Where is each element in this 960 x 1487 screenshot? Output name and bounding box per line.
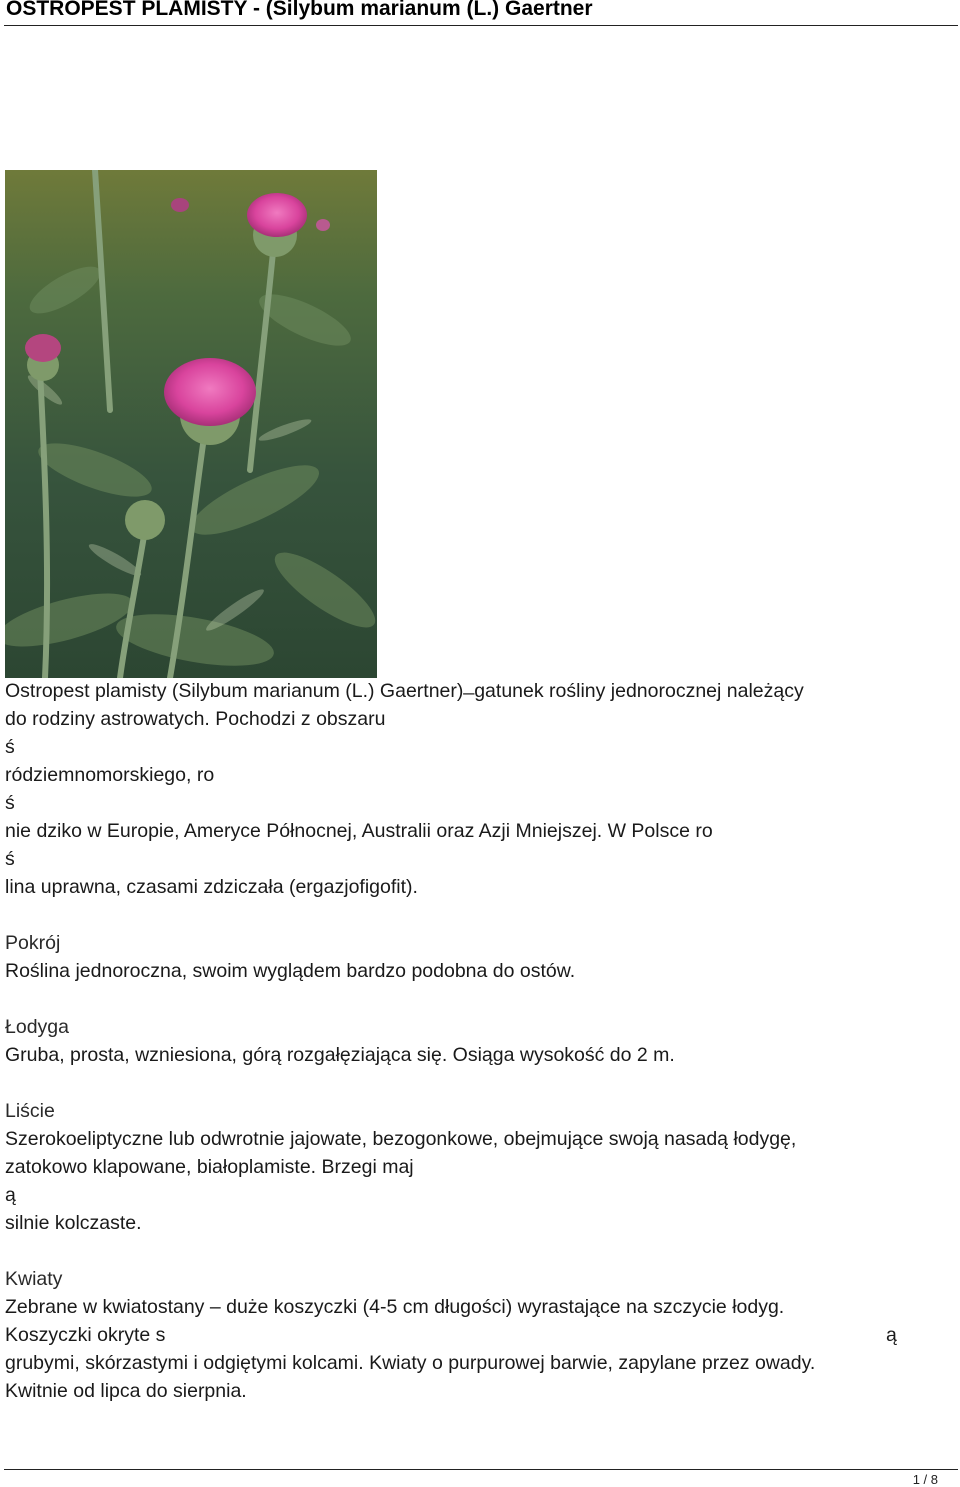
paragraph-line: do rodziny astrowatych. Pochodzi z obszaru (5, 708, 386, 730)
document-title: OSTROPEST PLAMISTY - (Silybum marianum (L.) Gaertner (6, 0, 593, 20)
paragraph-line: Roślina jednoroczna, swoim wyglądem bardzo podobna do ostów. (5, 960, 576, 982)
milk-thistle-photo (5, 170, 377, 678)
paragraph-line: Kwitnie od lipca do sierpnia. (5, 1380, 247, 1402)
paragraph-line: nie dziko w Europie, Ameryce Północnej, Australii oraz Azji Mniejszej. W Polsce ro (5, 820, 713, 842)
section-heading-lodyga: Łodyga (5, 1016, 69, 1038)
paragraph-line: ródziemnomorskiego, ro (5, 764, 215, 786)
paragraph-line: Gruba, prosta, wzniesiona, górą rozgałęziająca się. Osiąga wysokość do 2 m. (5, 1044, 675, 1066)
section-heading-pokroj: Pokrój (5, 932, 61, 954)
paragraph-line: Zebrane w kwiatostany ‒ duże koszyczki (4-5 cm długości) wyrastające na szczycie łodyg. (5, 1296, 785, 1318)
paragraph-line: ą (5, 1184, 16, 1206)
paragraph-line: ą (886, 1324, 897, 1346)
paragraph-line: lina uprawna, czasami zdziczała (ergazjofigofit). (5, 876, 418, 898)
paragraph-line: ś (5, 792, 15, 814)
footer-divider (4, 1469, 958, 1470)
paragraph-line: ś (5, 736, 15, 758)
section-heading-kwiaty: Kwiaty (5, 1268, 63, 1290)
paragraph-line: Koszyczki okryte s (5, 1324, 166, 1346)
header-divider (4, 25, 958, 26)
paragraph-line: grubymi, skórzastymi i odgiętymi kolcami. Kwiaty o purpurowej barwie, zapylane przez owady. (5, 1352, 816, 1374)
paragraph-line: Ostropest plamisty (Silybum marianum (L.) Gaertner) ̶ gatunek rośliny jednorocznej należący (5, 680, 804, 702)
paragraph-line: ś (5, 848, 15, 870)
paragraph-line: silnie kolczaste. (5, 1212, 142, 1234)
paragraph-line: zatokowo klapowane, białoplamiste. Brzegi maj (5, 1156, 414, 1178)
page-number: 1 / 8 (912, 1472, 938, 1487)
paragraph-line: Szerokoeliptyczne lub odwrotnie jajowate, bezogonkowe, obejmujące swoją nasadą łodygę, (5, 1128, 797, 1150)
section-heading-liscie: Liście (5, 1100, 55, 1122)
